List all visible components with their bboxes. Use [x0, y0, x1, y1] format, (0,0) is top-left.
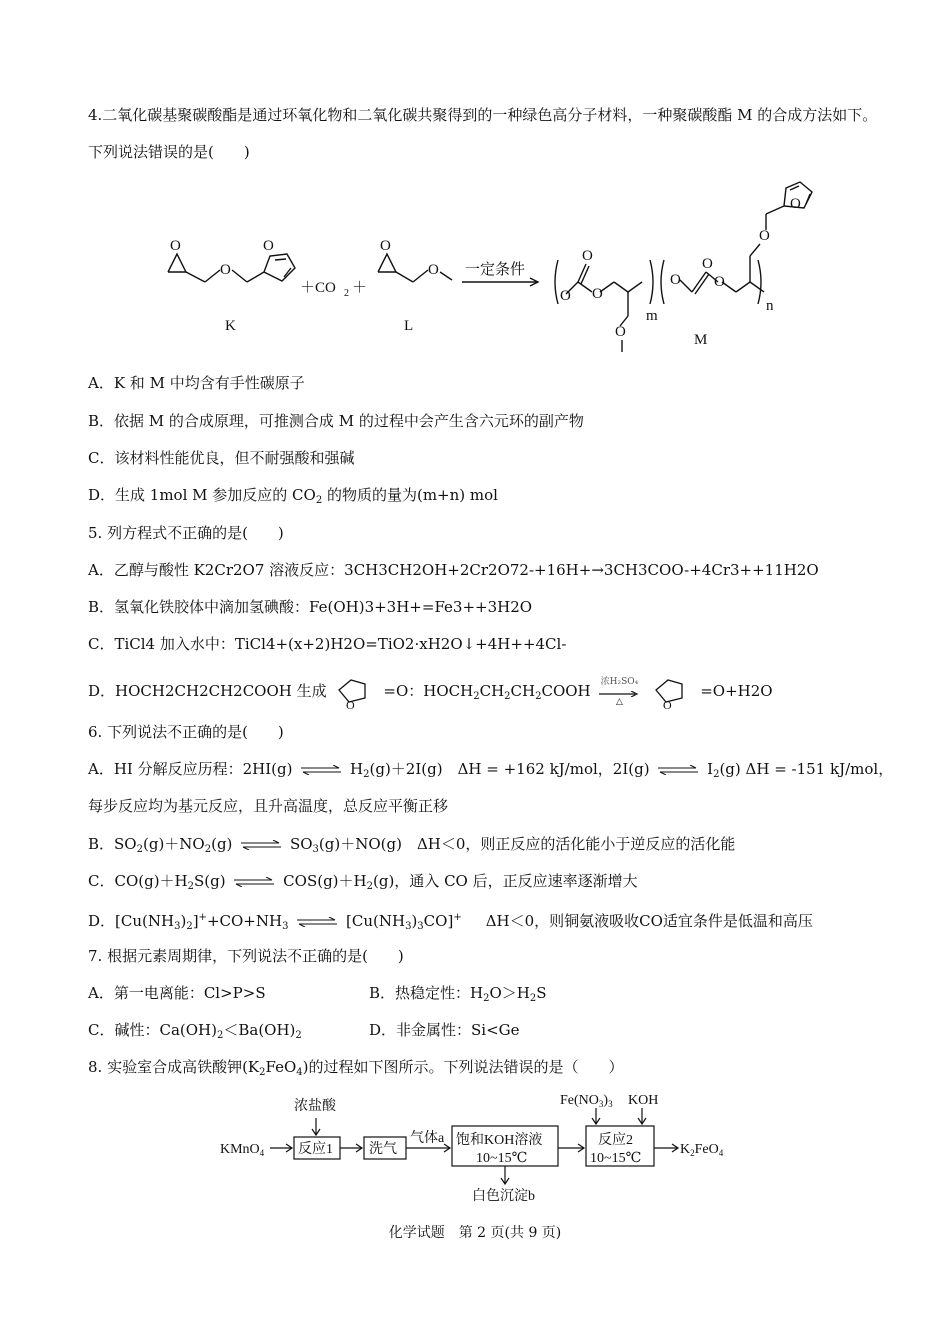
- svg-text:O: O: [714, 274, 725, 290]
- svg-text:O: O: [759, 228, 770, 244]
- q6-option-b: B．$SO_2(g)+NO_2(g)$ $SO_3(g)+NO(g)$ ΔH＜0，则正反应的活化能小于逆反应的活化能: [88, 835, 736, 855]
- svg-text:O: O: [428, 262, 439, 278]
- svg-text:＋: ＋: [352, 280, 368, 296]
- svg-text:O: O: [615, 324, 626, 340]
- svg-text:O: O: [560, 288, 571, 304]
- q5-option-c: C．TiCl4 加入水中：TiCl4+(x+2)H2O=TiO2·xH2O↓+4H++4Cl-: [88, 635, 567, 653]
- q5-cond-bottom: △: [615, 697, 623, 707]
- flow-start: KMnO$_4$: [220, 1142, 265, 1158]
- q7-row1: [88, 982, 266, 1004]
- equilibrium-arrow-icon: [301, 765, 341, 775]
- q7-stem: 7. 根据元素周期律，下列说法不正确的是( ): [88, 947, 404, 965]
- q7-option-c: C．碱性：$Ca(OH)_2<Ba(OH)_2$: [88, 1021, 302, 1041]
- sub-m: m: [646, 308, 658, 324]
- q4-condition: 一定条件: [465, 262, 526, 278]
- svg-text:O: O: [220, 262, 231, 278]
- svg-text:O: O: [670, 272, 681, 288]
- label-l: L: [404, 318, 414, 334]
- q7-option-d: D．非金属性：Si<Ge: [369, 1021, 520, 1039]
- lactone-ring-icon: [648, 676, 700, 710]
- q7-option-a: A．第一电离能：Cl>P>S: [88, 984, 266, 1002]
- flow-reagent-fe: $Fe(NO_3)_3$: [560, 1093, 613, 1109]
- flow-precipitate: 白色沉淀b: [472, 1189, 535, 1204]
- q6-option-d: D．$[Cu(NH_3)_2]^++CO+NH_3$ $[Cu(NH_3)_3CO]^+$ ΔH＜0，则铜氨液吸收CO适宜条件是低温和高压: [88, 912, 813, 932]
- q6-option-a-line1: A．HI 分解反应历程：2HI(g) $H_2(g)+2I(g)$ ΔH = +162 kJ/mol，2I(g) $I_2(g) \Delta H = -151$ kJ/mol，: [88, 760, 894, 780]
- q4-plus-co2: ＋CO: [300, 280, 336, 296]
- svg-text:O: O: [663, 698, 672, 710]
- q6-stem: 6. 下列说法不正确的是( ): [88, 723, 284, 741]
- flow-box-reaction2: 反应2: [598, 1133, 633, 1148]
- q6-option-c: C．$CO(g)+H_2S(g)$ $COS(g)+H_2(g)$，通入 CO 后，正反应速率逐渐增大: [88, 872, 638, 892]
- svg-text:O: O: [790, 196, 801, 212]
- q4-option-b: B．依据 M 的合成原理，可推测合成 M 的过程中会产生含六元环的副产物: [88, 412, 584, 430]
- q5-stem: 5. 列方程式不正确的是( ): [88, 524, 284, 542]
- equilibrium-arrow-icon: [241, 840, 281, 850]
- q4-stem: 4.二氧化碳基聚碳酸酯是通过环氧化物和二氧化碳共聚得到的一种绿色高分子材料，一种聚碳酸酯 M 的合成方法如下。下列说法错误的是( ): [88, 106, 878, 161]
- q4-option-c: C．该材料性能优良，但不耐强酸和强碱: [88, 449, 355, 467]
- svg-text:O: O: [346, 698, 356, 710]
- sub-n: n: [766, 298, 774, 314]
- svg-text:O: O: [380, 238, 391, 254]
- q8-stem: 8. 实验室合成高铁酸钾$(K_2FeO_4)$的过程如下图所示。下列说法错误的是（ ）: [88, 1058, 624, 1078]
- svg-text:O: O: [592, 286, 603, 302]
- equilibrium-arrow-icon: [297, 917, 337, 927]
- label-m: M: [694, 332, 708, 348]
- flow-product: $K_2FeO_4$: [680, 1142, 724, 1158]
- equilibrium-arrow-icon: [234, 877, 274, 887]
- flow-gas: 气体a: [410, 1131, 445, 1146]
- q8-flow-diagram: [0, 1088, 950, 1208]
- flow-acid: 浓盐酸: [294, 1099, 336, 1114]
- q6-option-a-line2: 每步反应均为基元反应，且升高温度，总反应平衡正移: [88, 797, 449, 815]
- flow-box-reaction2-temp: 10~15℃: [590, 1151, 642, 1166]
- page-footer: 化学试题 第 2 页(共 9 页): [388, 1225, 562, 1241]
- q5-option-a: A．乙醇与酸性 K2Cr2O7 溶液反应：3CH3CH2OH+2Cr2O72-+16H+→3CH3COO-+4Cr3++11H2O: [88, 561, 819, 579]
- q5-option-b: B．氢氧化铁胶体中滴加氢碘酸：Fe(OH)3+3H+=Fe3++3H2O: [88, 598, 533, 616]
- q4-option-a: A．K 和 M 中均含有手性碳原子: [88, 374, 305, 392]
- flow-box-koh: 饱和KOH溶液: [456, 1133, 543, 1148]
- q5-cond-top: 浓H₂SO₄: [600, 677, 639, 687]
- lactone-ring-icon: [331, 676, 383, 710]
- q7-option-b: B．热稳定性：$H_2O>H_2S$: [369, 984, 547, 1004]
- svg-text:O: O: [702, 256, 713, 272]
- svg-text:2: 2: [344, 288, 349, 299]
- label-k: K: [225, 318, 236, 334]
- equilibrium-arrow-icon: [658, 765, 698, 775]
- flow-box-koh-temp: 10~15℃: [476, 1151, 528, 1166]
- svg-text:O: O: [582, 248, 593, 264]
- q5-option-d: D．HOCH2CH2CH2COOH 生成 O =O：$HOCH_2CH_2CH_2COOH$ 浓H₂SO₄ △ O =O+H2O: [88, 677, 773, 710]
- flow-box-reaction1: 反应1: [298, 1142, 333, 1157]
- q4-option-d: D．生成 1mol M 参加反应的 $CO_2$ 的物质的量为(m+n) mol: [88, 486, 498, 506]
- svg-text:O: O: [170, 238, 181, 254]
- flow-reagent-koh: KOH: [628, 1093, 659, 1108]
- svg-text:O: O: [263, 238, 274, 254]
- q4-reaction-scheme: [0, 168, 950, 368]
- flow-box-wash: 洗气: [369, 1142, 397, 1157]
